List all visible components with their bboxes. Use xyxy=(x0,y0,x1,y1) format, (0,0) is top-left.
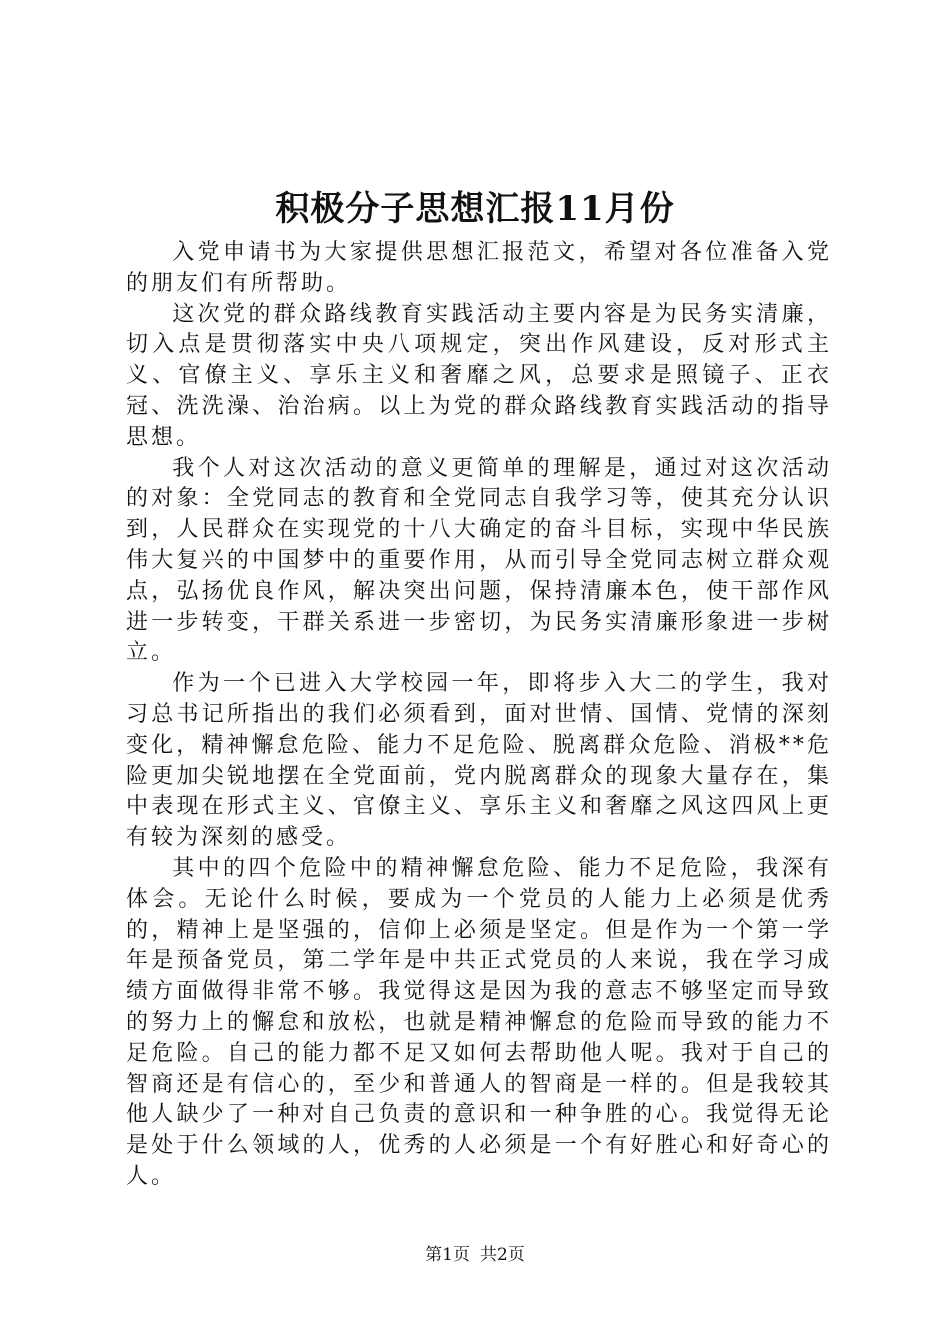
page-total: 共2页 xyxy=(480,1245,525,1265)
document-body xyxy=(126,238,832,1193)
paragraph-personal-understanding: 我个人对这次活动的意义更简单的理解是，通过对这次活动的对象：全党同志的教育和全党同志自我学习等，使其充分认识到，人民群众在实现党的十八大确定的奋斗目标，实现中华民族伟大复兴的中国梦中的重要作用，从而引导全党同志树立群众观点，弘扬优良作风，解决突出问题，保持清廉本色，使干部作风进一步转变，干群关系进一步密切，为民务实清廉形象进一步树立。 xyxy=(126,455,832,666)
page-number: 第1页 xyxy=(425,1245,470,1265)
document-title: 积极分子思想汇报11月份 xyxy=(275,189,675,229)
page-footer xyxy=(0,1244,950,1266)
paragraph-activity-content: 这次党的群众路线教育实践活动主要内容是为民务实清廉，切入点是贯彻落实中央八项规定，突出作风建设，反对形式主义、官僚主义、享乐主义和奢靡之风，总要求是照镜子、正衣冠、洗洗澡、治治病。以上为党的群众路线教育实践活动的指导思想。 xyxy=(126,301,832,450)
paragraph-four-dangers: 其中的四个危险中的精神懈怠危险、能力不足危险，我深有体会。无论什么时候，要成为一个党员的人能力上必须是优秀的，精神上是坚强的，信仰上必须是坚定。但是作为一个第一学年是预备党员，第二学年是中共正式党员的人来说，我在学习成绩方面做得非常不够。我觉得这是因为我的意志不够坚定而导致的努力上的懈怠和放松，也就是精神懈怠的危险而导致的能力不足危险。自己的能力都不足又如何去帮助他人呢。我对于自己的智商还是有信心的，至少和普通人的智商是一样的。但是我较其他人缺少了一种对自己负责的意识和一种争胜的心。我觉得无论是处于什么领域的人，优秀的人必须是一个有好胜心和好奇心的人。 xyxy=(126,855,832,1189)
paragraph-intro: 入党申请书为大家提供思想汇报范文，希望对各位准备入党的朋友们有所帮助。 xyxy=(126,240,832,296)
paragraph-student-reflection: 作为一个已进入大学校园一年，即将步入大二的学生，我对习总书记所指出的我们必须看到，面对世情、国情、党情的深刻变化，精神懈怠危险、能力不足危险、脱离群众危险、消极**危险更加尖锐地摆在全党面前，党内脱离群众的现象大量存在，集中表现在形式主义、官僚主义、享乐主义和奢靡之风这四风上更有较为深刻的感受。 xyxy=(126,671,832,851)
